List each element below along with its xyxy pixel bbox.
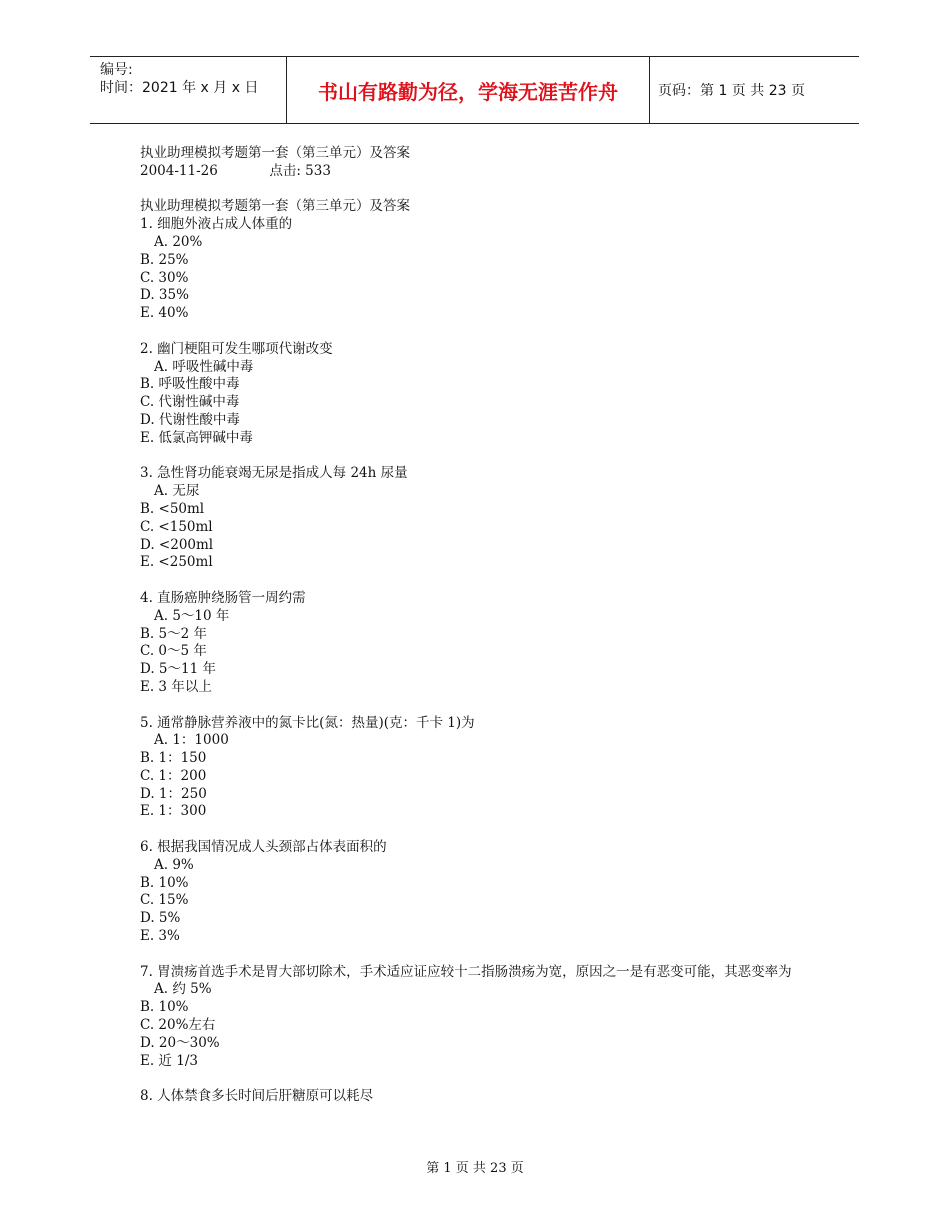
spacer: [140, 323, 820, 341]
answer-option: D. 代谢性酸中毒: [140, 411, 240, 428]
answer-option: C. 0～5 年: [140, 643, 207, 660]
doc-clicks: 点击: 533: [269, 162, 331, 179]
answer-option: E. 近 1/3: [140, 1052, 198, 1069]
answer-option: D. 5～11 年: [140, 661, 216, 678]
header-time-label: 时间：2021 年 x 月 x 日: [100, 80, 259, 96]
question-text: 5. 通常静脉营养液中的氮卡比(氮：热量)(克：千卡 1)为: [140, 714, 475, 731]
answer-option: B. 25%: [140, 251, 189, 268]
question-text: 1. 细胞外液占成人体重的: [140, 216, 293, 233]
document-body: [140, 145, 820, 1106]
header-divider-2: [649, 57, 650, 123]
doc-title: 执业助理模拟考题第一套（第三单元）及答案: [140, 145, 410, 161]
spacer: [140, 181, 820, 199]
answer-option: E. 3%: [140, 928, 180, 945]
question-text: 8. 人体禁食多长时间后肝糖原可以耗尽: [140, 1088, 374, 1105]
answer-option: C. 1：200: [140, 767, 207, 784]
spacer: [140, 821, 820, 839]
answer-option: B. 10%: [140, 999, 189, 1016]
question-block: [140, 590, 820, 697]
answer-option: E. 低氯高钾碱中毒: [140, 429, 253, 446]
answer-option: B. 10%: [140, 874, 189, 891]
answer-option: D. <200ml: [140, 536, 214, 553]
page-footer: 第 1 页 共 23 页: [426, 1161, 524, 1176]
answer-option: D. 1：250: [140, 785, 207, 802]
doc-meta: [140, 163, 820, 181]
answer-option: C. 15%: [140, 892, 189, 909]
spacer: [140, 572, 820, 590]
answer-option: E. 1：300: [140, 803, 207, 820]
answer-option: B. 5～2 年: [140, 625, 207, 642]
header-motto: 书山有路勤为径，学海无涯苦作舟: [318, 79, 618, 104]
answer-option: D. 5%: [140, 910, 181, 927]
answer-option: C. 20%左右: [140, 1017, 216, 1034]
answer-option: B. <50ml: [140, 500, 205, 517]
answer-option: E. 3 年以上: [140, 678, 212, 695]
answer-option: A. 呼吸性碱中毒: [154, 358, 254, 375]
question-list: [140, 216, 820, 1106]
spacer: [140, 448, 820, 466]
answer-option: A. 5～10 年: [154, 607, 230, 624]
question-text: 3. 急性肾功能衰竭无尿是指成人每 24h 尿量: [140, 465, 408, 482]
header-left: [100, 61, 258, 97]
answer-option: B. 呼吸性酸中毒: [140, 376, 240, 393]
answer-option: D. 20～30%: [140, 1034, 220, 1051]
answer-option: C. 代谢性碱中毒: [140, 394, 240, 411]
question-block: [140, 465, 820, 572]
spacer: [140, 946, 820, 964]
answer-option: C. 30%: [140, 269, 189, 286]
answer-option: C. <150ml: [140, 518, 213, 535]
question-block: [140, 964, 820, 1071]
header-number-label: 编号:: [100, 62, 133, 78]
answer-option: B. 1：150: [140, 750, 207, 767]
question-block: [140, 839, 820, 946]
answer-option: D. 35%: [140, 287, 189, 304]
spacer: [140, 697, 820, 715]
answer-option: A. 9%: [154, 856, 194, 873]
answer-option: A. 1：1000: [154, 732, 229, 749]
answer-option: A. 无尿: [154, 483, 200, 500]
page-header: [90, 56, 859, 124]
doc-date: 2004-11-26: [140, 162, 218, 179]
question-block: [140, 715, 820, 822]
answer-option: E. 40%: [140, 305, 189, 322]
question-text: 7. 胃溃疡首选手术是胃大部切除术，手术适应证应较十二指肠溃疡为宽，原因之一是有恶变可能，其恶变率为: [140, 963, 792, 980]
answer-option: E. <250ml: [140, 554, 213, 571]
answer-option: A. 20%: [154, 233, 203, 250]
question-text: 6. 根据我国情况成人头颈部占体表面积的: [140, 839, 387, 856]
question-text: 2. 幽门梗阻可发生哪项代谢改变: [140, 340, 333, 357]
question-block: [140, 216, 820, 323]
answer-option: A. 约 5%: [154, 981, 212, 998]
doc-title-repeat: 执业助理模拟考题第一套（第三单元）及答案: [140, 198, 410, 215]
question-block: [140, 341, 820, 448]
header-page-info: 页码：第 1 页 共 23 页: [658, 83, 805, 99]
question-text: 4. 直肠癌肿绕肠管一周约需: [140, 589, 306, 606]
question-block: [140, 1088, 820, 1106]
spacer: [140, 1070, 820, 1088]
